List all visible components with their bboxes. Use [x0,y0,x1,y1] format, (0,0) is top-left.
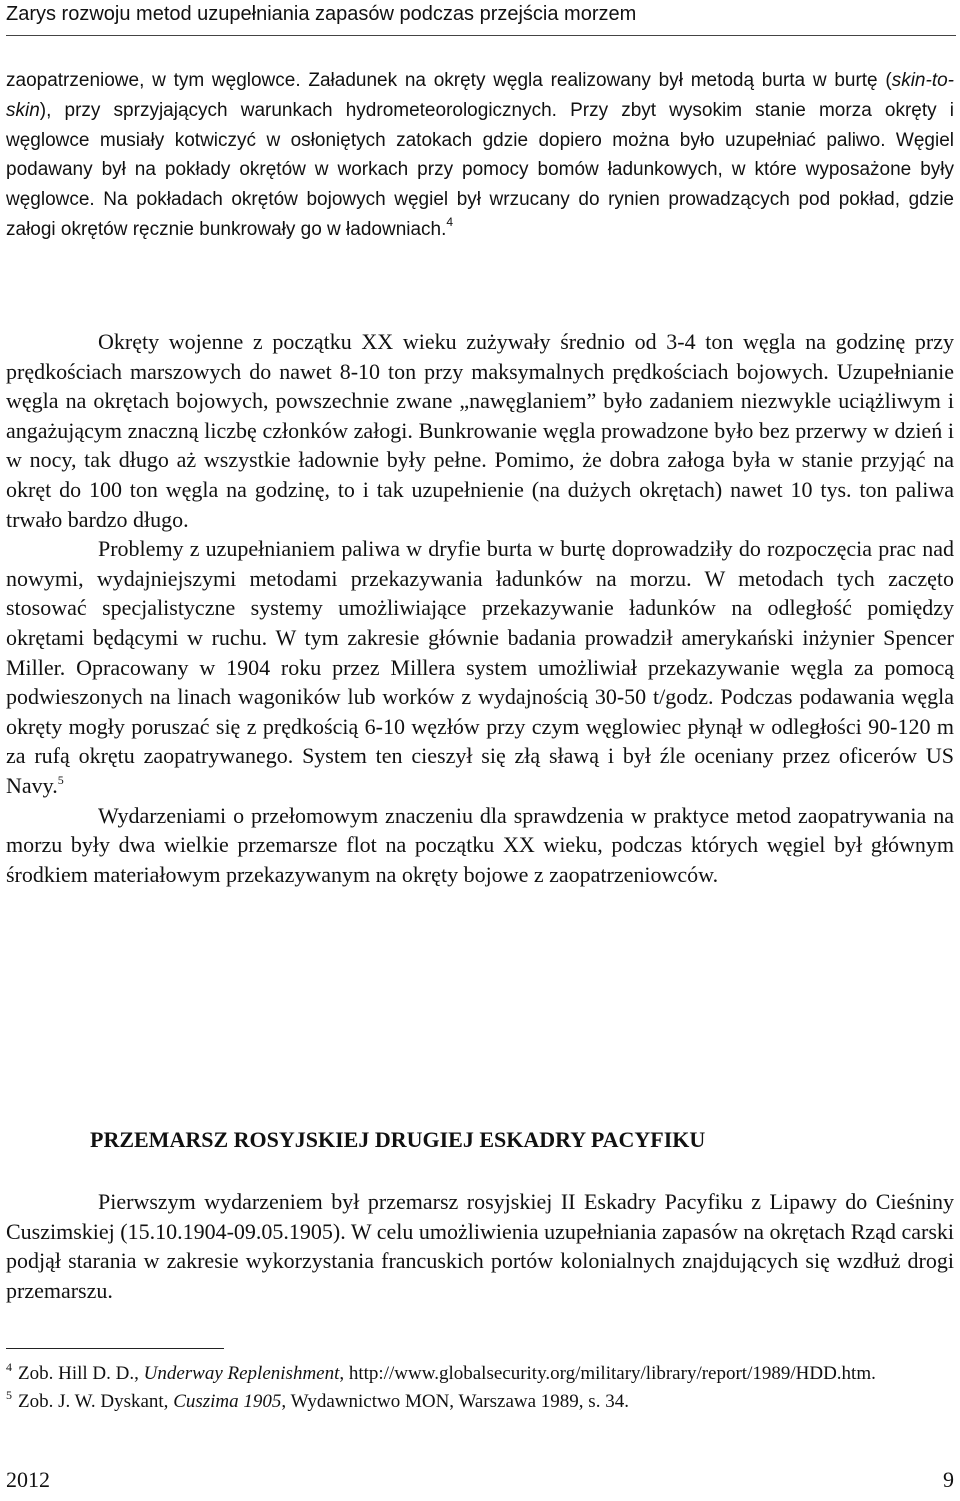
footnote-4 [6,1360,954,1388]
text-run: Zob. J. W. Dyskant, [18,1391,174,1412]
paragraph-replenishment-problems [6,534,954,800]
section-heading: PRZEMARSZ ROSYJSKIEJ DRUGIEJ ESKADRY PACYFIKU [90,1127,706,1152]
italic-term: skin-to-skin [6,70,954,121]
paragraph-coal-loading [6,66,954,245]
footnotes [6,1360,954,1416]
text-run: , Wydawnictwo MON, Warszawa 1989, s. 34. [281,1391,629,1412]
running-header: Zarys rozwoju metod uzupełniania zapasów podczas przejścia morzem [6,2,956,36]
section-body [6,1187,954,1305]
text-run: Zob. Hill D. D., [18,1363,144,1384]
footnote-ref-4[interactable]: 4 [446,214,454,229]
text-run: zaopatrzeniowe, w tym węglowce. Załadunek na okręty węgla realizowany był metodą burta w burtę ( [6,70,892,91]
body-text [6,327,954,889]
continued-paragraph [6,66,954,245]
footnote-number: 4 [6,1360,12,1374]
page-number: 9 [943,1467,954,1492]
footnote-link[interactable]: , http://www.globalsecurity.org/military/library/report/1989/HDD.htm. [339,1363,876,1384]
paragraph-coal-consumption: Okręty wojenne z początku XX wieku zużywały średnio od 3-4 ton węgla na godzinę przy prędkościach marszowych do nawet 8-10 ton przy maksymalnych prędkościach bojowych. Uzupełnianie węgla na okrętach bojowych, powszechnie zwane „nawęglaniem” było zadaniem niezwykle uciążliwym i angażującym znaczną liczbę członków załogi. Bunkrowanie węgla prowadzone było bez przerwy w dzień i w nocy, tak długo aż wszystkie ładownie były pełne. Pomimo, że dobra załoga była w stanie przyjąć na okręt do 100 ton węgla na godzinę, to i tak uzupełnienie (na dużych okrętach) nawet 10 tys. ton paliwa trwało bardzo długo. [6,329,954,532]
text-run: Problemy z uzupełnianiem paliwa w dryfie burta w burtę doprowadziły do rozpoczęcia prac nad nowymi, wydajniejszymi metodami przekazywania ładunków na morzu. W metodach tych zaczęto stosować specjalistyczne systemy umożliwiające przekazywanie ładunków na odległość pomiędzy okrętami będącymi w ruchu. W tym zakresie głównie badania prowadził amerykański inżynier Spencer Miller. Opracowany w 1904 roku przez Millera system umożliwiał przekazywanie węgla za pomocą podwieszonych na linach wagoników lub worków z wydajnością 30-50 t/godz. Podczas podawania węgla okręty mogły poruszać się z prędkością 6-10 węzłów przy czym węglowiec płynął w odległości 90-120 m za rufą okrętu zaopatrywanego. System ten cieszył się złą sławą i był źle oceniany przez oficerów US Navy. [6,536,954,798]
footnote-title: Cuszima 1905 [173,1391,282,1412]
footnote-separator [6,1348,224,1349]
footer-year: 2012 [6,1467,50,1492]
text-run: ), przy sprzyjających warunkach hydrometeorologicznych. Przy zbyt wysokim stanie morza okręty i węglowce musiały kotwiczyć w osłoniętych zatokach gdzie dopiero można było uzupełniać paliwo. Węgiel podawany był na pokłady okrętów w workach przy pomocy bomów ładunkowych, w które wyposażone były węglowce. Na pokładach okrętów bojowych węgiel był wrzucany do rynien prowadzących pod pokład, gdzie załogi okrętów ręcznie bunkrowały go w ładowniach. [6,99,954,240]
paragraph-second-pacific-squadron: Pierwszym wydarzeniem był przemarsz rosyjskiej II Eskadry Pacyfiku z Lipawy do Cieśniny Cuszimskiej (15.10.1904-09.05.1905). W celu umożliwienia uzupełniania zapasów na okrętach Rząd carski podjął starania w zakresie wykorzystania francuskich portów kolonialnych znajdujących się wzdłuż drogi przemarszu. [6,1189,954,1303]
footnote-ref-5[interactable]: 5 [57,772,64,787]
paragraph-fleet-marches: Wydarzeniami o przełomowym znaczeniu dla sprawdzenia w praktyce metod zaopatrywania na morzu były dwa wielkie przemarsze flot na początku XX wieku, podczas których węgiel był głównym środkiem materiałowym przekazywanym na okręty bojowe z zaopatrzeniowców. [6,802,954,887]
footnote-5 [6,1388,954,1416]
footnote-number: 5 [6,1388,12,1402]
footnote-title: Underway Replenishment [143,1363,340,1384]
